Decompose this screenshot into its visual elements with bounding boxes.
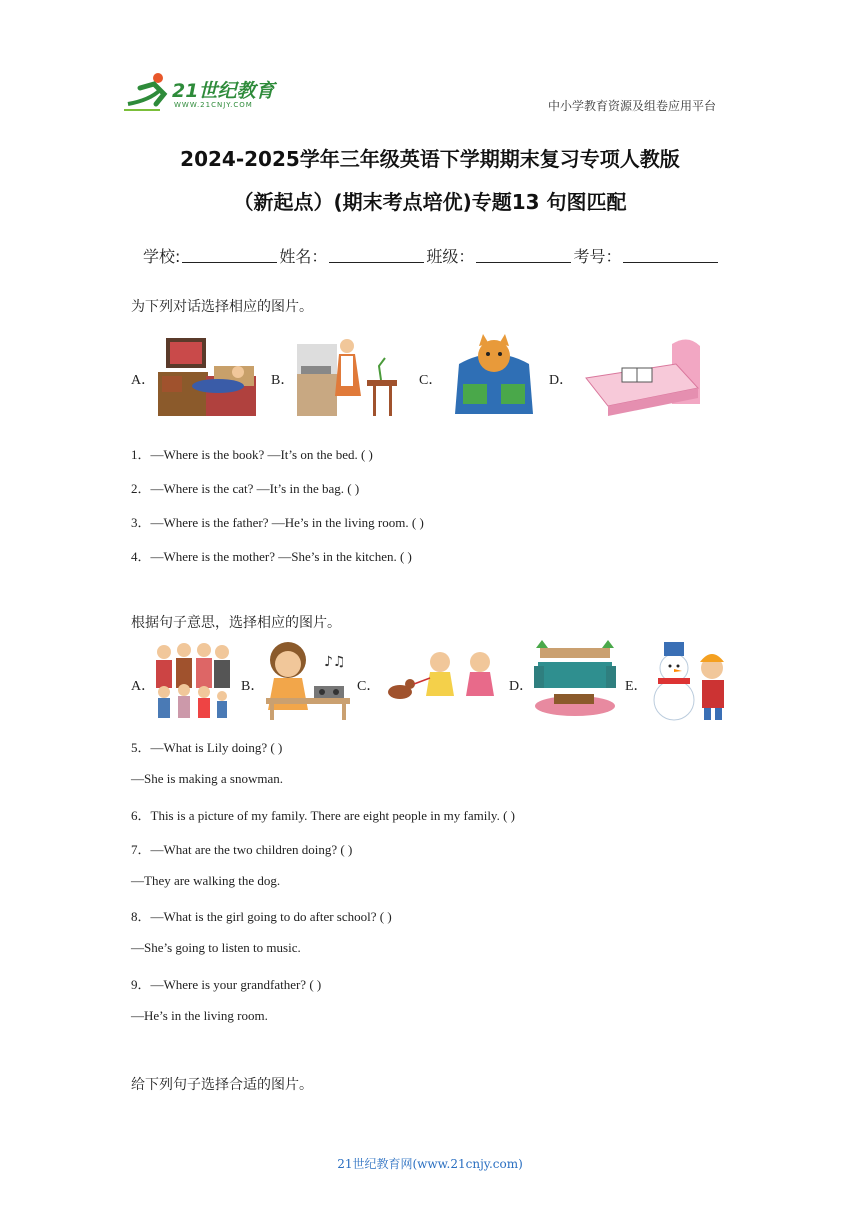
school-field[interactable] [182,244,277,263]
s1-option-b: B． [271,373,295,388]
question-7: 7．—What are the two children doing? ( ) [131,842,353,857]
logo-url: WWW.21CNJY.COM [174,101,253,109]
class-field[interactable] [476,244,571,263]
s2-option-c: C． [357,679,381,694]
cat-in-bag-picture [449,334,539,418]
s1-option-a: A． [131,373,156,388]
s2-option-e: E． [625,679,648,694]
student-info [143,244,720,267]
svg-text:♪♫: ♪♫ [324,654,346,670]
s1-option-c: C． [419,373,443,388]
answer-8: —She’s going to listen to music. [131,940,301,955]
question-8: 8．—What is the girl going to do after school? ( ) [131,909,392,924]
s1-option-d: D． [549,373,574,388]
question-2: 2．—Where is the cat? —It’s in the bag. ( ) [131,481,360,496]
answer-5: —She is making a snowman. [131,771,284,786]
page-title-line2: （新起点）(期末考点培优)专题13 句图匹配 [233,190,627,214]
question-4: 4．—Where is the mother? —She’s in the kitchen. ( ) [131,549,412,564]
logo-text: 21世纪教育 [172,80,275,102]
kitchen-picture [295,336,401,418]
s2-option-a: A． [131,679,156,694]
class-label: 班级： [426,247,475,266]
question-1: 1．—Where is the book? —It’s on the bed. ( ) [131,447,373,462]
walking-dog-picture [384,648,504,712]
name-label: 姓名： [279,247,328,266]
question-6: 6．This is a picture of my family. There are eight people in my family. ( ) [131,808,515,823]
question-3: 3．—Where is the father? —He’s in the living room. ( ) [131,515,424,530]
page-title-line1: 2024-2025学年三年级英语下学期期末复习专项人教版 [180,147,680,171]
footer-link[interactable]: 21世纪教育网(www.21cnjy.com) [337,1157,523,1171]
living-room-sofa-picture [530,640,620,720]
book-on-bed-picture [580,334,704,418]
living-room-picture [156,336,258,418]
snowman-picture [644,638,734,722]
s2-option-b: B． [241,679,265,694]
question-5: 5．—What is Lily doing? ( ) [131,740,283,755]
logo [120,70,290,114]
answer-7: —They are walking the dog. [131,873,281,888]
listening-music-picture [262,638,354,722]
answer-9: —He’s in the living room. [131,1008,268,1023]
section1-instruction: 为下列对话选择相应的图片。 [131,299,313,315]
school-label: 学校: [143,247,181,266]
s2-option-d: D． [509,679,534,694]
family-picture [150,640,234,722]
section3-instruction: 给下列句子选择合适的图片。 [131,1077,313,1093]
number-field[interactable] [623,244,718,263]
number-label: 考号： [573,247,622,266]
section2-instruction: 根据句子意思，选择相应的图片。 [131,615,341,631]
question-9: 9．—Where is your grandfather? ( ) [131,977,322,992]
name-field[interactable] [329,244,424,263]
platform-text: 中小学教育资源及组卷应用平台 [548,99,717,113]
